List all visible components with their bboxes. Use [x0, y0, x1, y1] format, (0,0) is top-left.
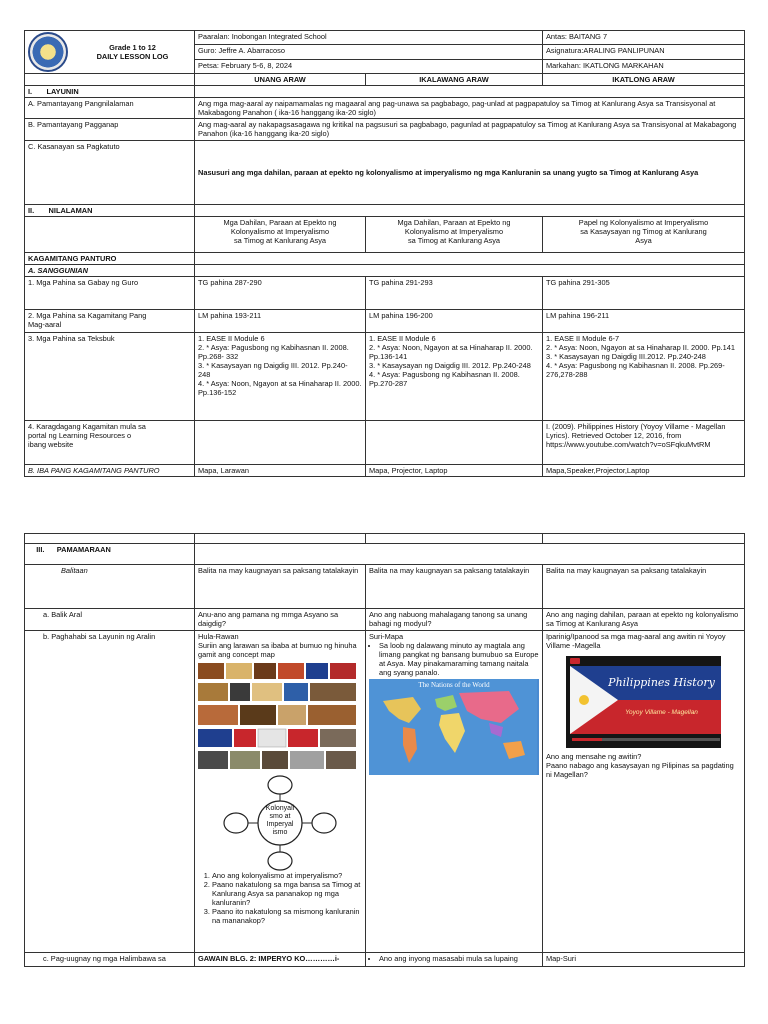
karagdagang-kagamitan-label: 4. Karagdagang Kagamitan mula sa portal ng Learning Resources o ibang website: [25, 421, 195, 465]
hula-rawan-title: Hula-Rawan: [198, 632, 239, 641]
nilalaman-day3: Papel ng Kolonyalismo at Imperyalismo sa Kasaysayan ng Timog at Kanlurang Asya: [543, 217, 745, 253]
world-map-image: [369, 679, 539, 775]
world-map-drawing: [369, 679, 537, 775]
kagamitang-mag-aaral-label: 2. Mga Pahina sa Kagamitang Pang Mag-aaral: [25, 310, 195, 333]
pamantayang-pagganap-text: Ang mag-aaral ay nakapagsasagawa ng kritikal na pagsusuri sa pagbabago, pagunlad at pagpapatuloy sa Timog at Kanlurang Asya sa Transisyonal at Makabagong Panahon (ika-16 hanggang ika-20 siglo): [195, 119, 745, 141]
pamamaraan-heading: [25, 544, 195, 565]
lesson-log-table-1: [24, 30, 745, 477]
blank-cell: [195, 86, 745, 98]
world-map-title: The Nations of the World: [418, 681, 490, 689]
header-logo-cell: [25, 31, 195, 74]
kagamitang-mag-aaral-day3: LM pahina 196-211: [543, 310, 745, 333]
day2-header: IKALAWANG ARAW: [366, 74, 543, 86]
blank-cell: [195, 544, 745, 565]
pag-uugnay-list: [369, 954, 539, 963]
guro: Guro: Jeffre A. Abarracoso: [195, 45, 543, 59]
teksbuk-day1: 1. EASE II Module 6 2. * Asya: Pagusbong ng Kabihasnan II. 2008. Pp.268- 332 3. * Kasaysayan ng Daigdig III. 2012. Pp.240- 248 4. * Asya: Noon, Ngayon at sa Hinaharap II. 2000. Pp.136-152: [195, 333, 366, 421]
blank-cell: [195, 265, 745, 277]
pag-uugnay-day1: GAWAIN BLG. 2: IMPERYO KO…………i-: [195, 953, 366, 967]
balitaan-day2: Balita na may kaugnayan sa paksang tatalakayin: [366, 565, 543, 609]
suri-mapa-list: [369, 641, 539, 677]
kasanayan-label: C. Kasanayan sa Pagkatuto: [25, 141, 195, 205]
teksbuk-label: 3. Mga Pahina sa Teksbuk: [25, 333, 195, 421]
hula-rawan-questions: [198, 871, 362, 925]
blank-cell: [195, 205, 745, 217]
paghahabi-label: b. Paghahabi sa Layunin ng Aralin: [25, 631, 195, 953]
blank-cell: [195, 534, 366, 544]
deped-seal-icon: [28, 32, 68, 72]
layunin-num: I.: [28, 87, 33, 96]
pag-uugnay-day3: Map-Suri: [543, 953, 745, 967]
nilalaman-day1: Mga Dahilan, Paraan at Epekto ng Kolonyalismo at Imperyalismo sa Timog at Kanlurang Asya: [195, 217, 366, 253]
sanggunian-heading: A. SANGGUNIAN: [25, 265, 195, 277]
video-thumbnail[interactable]: [566, 656, 721, 748]
suri-mapa-title: Suri-Mapa: [369, 632, 404, 641]
concept-map-center: Kolonyali smo at Imperyal ismo: [265, 805, 295, 836]
video-frame: [566, 656, 721, 748]
doc-title: DAILY LESSON LOG: [96, 52, 169, 61]
day1-header: UNANG ARAW: [195, 74, 366, 86]
teksbuk-day2: 1. EASE II Module 6 2. * Asya: Noon, Ngayon at sa Hinaharap II. 2000. Pp.136-141 3. * Kasaysayan ng Daigdig III. 2012. Pp.240-248 4. * Asya: Pagusbong ng Kabihasnan II. 2008. Pp.270-287: [366, 333, 543, 421]
grade-label: Grade 1 to 12: [109, 43, 156, 52]
hula-rawan-instruction: Suriin ang larawan sa ibaba at bumuo ng hinuha gamit ang concept map: [198, 641, 357, 659]
antas: Antas: BAITANG 7: [543, 31, 745, 45]
pag-uugnay-day2: [366, 953, 543, 967]
balitaan-label: Balitaan: [25, 565, 195, 609]
teksbuk-day3: 1. EASE II Module 6-7 2. * Asya: Noon, Ngayon at sa Hinaharap II. 2000. Pp.141 3. * Kasaysayan ng Daigdig III.2012. Pp.240-248 4. * Asya: Pagusbong ng Kabihasnan II. 2008. Pp.269- 276,278-288: [543, 333, 745, 421]
iba-pang-kagamitan-day1: Mapa, Larawan: [195, 465, 366, 477]
markahan: Markahan: IKATLONG MARKAHAN: [543, 59, 745, 73]
balik-aral-day1: Anu-ano ang pamana ng mmga Asyano sa daigdig?: [195, 609, 366, 631]
blank-cell: [195, 253, 745, 265]
balik-aral-day2: Ano ang nabuong mahalagang tanong sa unang bahagi ng modyul?: [366, 609, 543, 631]
concept-map: [198, 775, 362, 871]
blank-cell: [25, 74, 195, 86]
nilalaman-num: II.: [28, 206, 35, 215]
petsa: Petsa: February 5-6, 8, 2024: [195, 59, 543, 73]
blank-cell: [25, 534, 195, 544]
paghahabi-day3: [543, 631, 745, 953]
layunin-label: LAYUNIN: [46, 87, 79, 96]
gabay-guro-label: 1. Mga Pahina sa Gabay ng Guro: [25, 277, 195, 310]
gabay-guro-day2: TG pahina 291-293: [366, 277, 543, 310]
pamantayang-pangnilalaman-label: A. Pamantayang Pangnilalaman: [25, 98, 195, 119]
karagdagang-kagamitan-day3: I. (2009). Philippines History (Yoyoy Villame - Magellan Lyrics). Retrieved October 12, 2016, from https://www.youtube.com/watch?v=oSFqkuMvtRM: [543, 421, 745, 465]
iba-pang-kagamitan-label: B. IBA PANG KAGAMITANG PANTURO: [25, 465, 195, 477]
gabay-guro-day3: TG pahina 291-305: [543, 277, 745, 310]
balitaan-day1: Balita na may kaugnayan sa paksang tatalakayin: [195, 565, 366, 609]
question-item: 2. Paano nakatulong sa mga bansa sa Timog at Kanlurang Asya sa pananakop ng mga kanluranin?: [212, 880, 362, 907]
pag-uugnay-bullet: • Ano ang inyong masasabi mula sa lupaing: [379, 954, 539, 963]
collage-image: [198, 661, 358, 771]
video-title: Philippines History: [608, 676, 715, 689]
gabay-guro-day1: TG pahina 287-290: [195, 277, 366, 310]
kagamitang-mag-aaral-day2: LM pahina 196-200: [366, 310, 543, 333]
blank-cell: [543, 534, 745, 544]
pamamaraan-label: PAMAMARAAN: [56, 545, 111, 554]
awitin-instruction: Iparinig/Ipanood sa mga mag-aaral ang awitin ni Yoyoy Villame -Magella: [546, 632, 726, 650]
balik-aral-label: a. Balik Aral: [25, 609, 195, 631]
suri-mapa-bullet: • Sa loob ng dalawang minuto ay magtala ang limang pangkat ng bansang bumubuo sa Europe at Asya. May pinakamaraming tamang naitala ang syang panalo.: [379, 641, 539, 677]
pag-uugnay-label: c. Pag-uugnay ng mga Halimbawa sa: [25, 953, 195, 967]
asignatura: Asignatura:ARALING PANLIPUNAN: [543, 45, 745, 59]
pamantayang-pagganap-label: B. Pamantayang Pagganap: [25, 119, 195, 141]
question-item: 3. Paano ito nakatulong sa mismong kanluranin na mananakop?: [212, 907, 362, 925]
video-subtitle: Yoyoy Villame - Magellan: [625, 709, 698, 716]
awitin-questions: Ano ang mensahe ng awitin? Paano nabago ang kasaysayan ng Pilipinas sa pagdating ni Magellan?: [546, 752, 734, 779]
paghahabi-day1: [195, 631, 366, 953]
nilalaman-label: NILALAMAN: [48, 206, 93, 215]
day3-header: IKATLONG ARAW: [543, 74, 745, 86]
kagamitan-heading: KAGAMITANG PANTURO: [25, 253, 195, 265]
layunin-heading: [25, 86, 195, 98]
blank-cell: [366, 534, 543, 544]
paghahabi-day2: [366, 631, 543, 953]
iba-pang-kagamitan-day2: Mapa, Projector, Laptop: [366, 465, 543, 477]
balitaan-day3: Balita na may kaugnayan sa paksang tatalakayin: [543, 565, 745, 609]
pamamaraan-num: III.: [36, 545, 45, 554]
lesson-log-table-2: [24, 533, 745, 967]
balik-aral-day3: Ano ang naging dahilan, paraan at epekto ng kolonyalismo sa Timog at Kanlurang Asya: [543, 609, 745, 631]
iba-pang-kagamitan-day3: Mapa,Speaker,Projector,Laptop: [543, 465, 745, 477]
nilalaman-heading: [25, 205, 195, 217]
blank-cell: [25, 217, 195, 253]
picture-collage: [198, 661, 362, 771]
kagamitang-mag-aaral-day1: LM pahina 193-211: [195, 310, 366, 333]
blank-cell: [195, 421, 366, 465]
pamantayang-pangnilalaman-text: Ang mga mag-aaral ay naipamamalas ng magaaral ang pag-unawa sa pagbabago, pag-unlad at pagpapatuloy sa Timog at Kanlurang Asya sa Transisyonal at Makabagong Panahon ( ika-16 hanggang ika-20 siglo): [195, 98, 745, 119]
blank-cell: [366, 421, 543, 465]
nilalaman-day2: Mga Dahilan, Paraan at Epekto ng Kolonyalismo at Imperyalismo sa Timog at Kanlurang Asya: [366, 217, 543, 253]
question-item: 1. Ano ang kolonyalismo at imperyalismo?: [212, 871, 362, 880]
kasanayan-text: Nasusuri ang mga dahilan, paraan at epekto ng kolonyalismo at imperyalismo ng mga Kanluranin sa unang yugto sa Timog at Kanlurang Asya: [195, 141, 745, 205]
paaralan: Paaralan: Inobongan Integrated School: [195, 31, 543, 45]
